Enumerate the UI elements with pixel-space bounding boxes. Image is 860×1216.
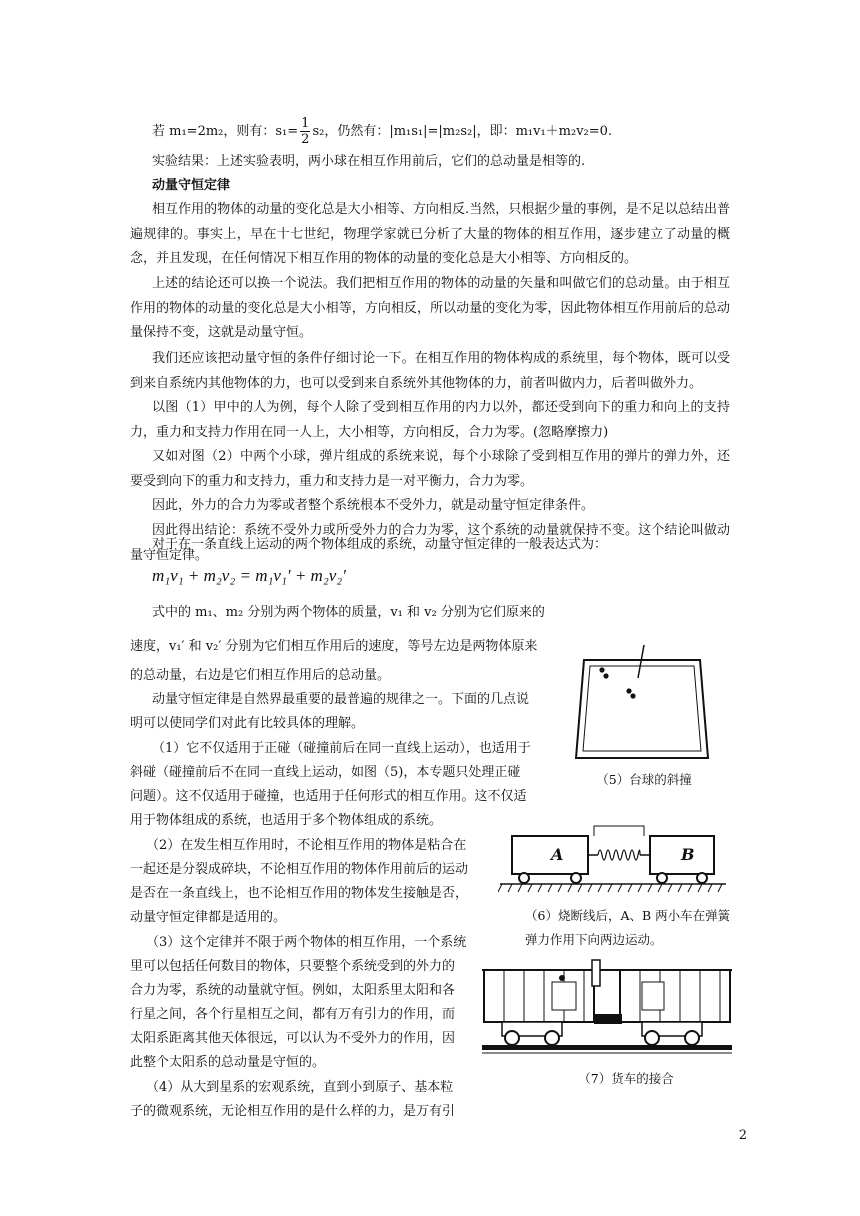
formula-desc-line-3: 的总动量，右边是它们相互作用后的总动量。 xyxy=(130,668,391,683)
point-2-line-1: （2）在发生相互作用时，不论相互作用的物体是粘合在 xyxy=(146,838,467,853)
carts-spring-figure xyxy=(498,820,730,896)
paragraph-2: 上述的结论还可以换一个说法。我们把相互作用的物体的动量的矢量和叫做它们的总动量。由于相互作用的物体的动量的变化总是大小相等，方向相反，所以动量的变化为零，因此物体相互作用前后的总动量保持不变，这就是动量守恒。 xyxy=(130,276,730,340)
paragraph-7: 因此得出结论：系统不受外力或所受外力的合力为零，这个系统的动量就保持不变。这个结论叫做动量守恒定律。 xyxy=(130,523,730,563)
formula-desc-line-1: 式中的 m₁、m₂ 分别为两个物体的质量，v₁ 和 v₂ 分别为它们原来的 xyxy=(152,605,545,620)
paragraph-6: 因此，外力的合力为零或者整个系统根本不受外力，就是动量守恒定律条件。 xyxy=(152,498,595,513)
point-2-line-3: 是否在一条直线上，也不论相互作用的物体发生接触是否， xyxy=(130,886,469,901)
paragraph-4: 以图（1）甲中的人为例，每个人除了受到相互作用的内力以外，都还受到向下的重力和向上的支持力，重力和支持力作用在同一人上，大小相等，方向相反，合力为零。(忽略摩擦力) xyxy=(130,400,730,440)
intro-line-2: 明可以使同学们对此有比较具体的理解。 xyxy=(130,716,365,731)
point-3-line-1: （3）这个定律并不限于两个物体的相互作用，一个系统 xyxy=(146,935,467,950)
section-heading: 动量守恒定律 xyxy=(152,178,231,193)
freight-cars-figure xyxy=(482,956,732,1056)
paragraph-8-line: 对于在一条直线上运动的两个物体组成的系统，动量守恒定律的一般表达式为： xyxy=(152,537,608,552)
momentum-conservation-formula: m₁v₁ + m₂v₂ = m₁v₁′ + m₂v₂′ xyxy=(152,566,346,585)
fig6-caption-line-2: 弹力作用下向两边运动。 xyxy=(525,932,663,947)
paragraph-1: 相互作用的物体的动量的变化总是大小相等、方向相反.当然，只根据少量的事例，是不足以总结出普遍规律的。事实上，早在十七世纪，物理学家就已分析了大量的物体的相互作用，逐步建立了动量的概念，并且发现，在任何情况下相互作用的物体的动量的变化总是大小相等、方向相反的。 xyxy=(130,202,730,266)
point-3-line-4: 行星之间，各个行星相互之间，都有万有引力的作用，而 xyxy=(130,1007,456,1022)
paragraph-3: 我们还应该把动量守恒的条件仔细讨论一下。在相互作用的物体构成的系统里，每个物体，既可以受到来自系统内其他物体的力，也可以受到来自系统外其他物体的力，前者叫做内力，后者叫做外力。 xyxy=(130,351,730,391)
point-1-line-1: （1）它不仅适用于正碰（碰撞前后在同一直线上运动），也适用于 xyxy=(152,741,531,756)
point-2-line-2: 一起还是分裂成碎块，不论相互作用的物体作用前后的运动 xyxy=(130,862,469,877)
point-1-line-3: 问题）。这不仅适用于碰撞，也适用于任何形式的相互作用。这不仅适 xyxy=(130,789,527,804)
point-1-line-2: 斜碰（碰撞前后不在同一直线上运动，如图（5)，本专题只处理正碰 xyxy=(130,765,521,780)
paragraph-5: 又如对图（2）中两个小球，弹片组成的系统来说，每个小球除了受到相互作用的弹片的弹力外，还要受到向下的重力和支持力，重力和支持力是一对平衡力，合力为零。 xyxy=(130,449,730,489)
experiment-result: 实验结果：上述实验表明，两小球在相互作用前后，它们的总动量是相等的. xyxy=(152,154,586,169)
fig6-caption-line-1: （6）烧断线后，A、B 两小车在弹簧 xyxy=(525,908,731,923)
point-1-line-4: 用于物体组成的系统，也适用于多个物体组成的系统。 xyxy=(130,813,443,828)
equation-part-a: 若 m₁=2m₂，则有：s₁= xyxy=(152,124,299,139)
point-4-line-2: 子的微观系统，无论相互作用的是什么样的力，是万有引 xyxy=(130,1104,456,1119)
equation-line-1 xyxy=(152,116,612,147)
fig6-label-b: B xyxy=(681,845,695,864)
equation-part-b: s₂，仍然有：|m₁s₁|=|m₂s₂|，即：m₁v₁＋m₂v₂=0. xyxy=(312,124,613,139)
point-3-line-5: 太阳系距离其他天体很远，可以认为不受外力的作用，因 xyxy=(130,1031,456,1046)
point-3-line-2: 里可以包括任何数目的物体，只要整个系统受到的外力的 xyxy=(130,959,456,974)
billiard-table-figure xyxy=(574,640,710,764)
formula-desc-line-2: 速度，v₁′ 和 v₂′ 分别为它们相互作用后的速度，等号左边是两物体原来 xyxy=(130,639,538,654)
intro-line-1: 动量守恒定律是自然界最重要的最普遍的规律之一。下面的几点说 xyxy=(152,692,530,707)
fig7-caption: （7）货车的接合 xyxy=(578,1071,674,1086)
point-3-line-3: 合力为零，系统的动量就守恒。例如，太阳系里太阳和各 xyxy=(130,983,456,998)
page-number: 2 xyxy=(738,1128,747,1143)
fig5-caption: （5）台球的斜撞 xyxy=(596,772,692,787)
point-2-line-4: 动量守恒定律都是适用的。 xyxy=(130,910,287,925)
point-3-line-6: 此整个太阳系的总动量是守恒的。 xyxy=(130,1055,326,1070)
fraction-one-half: $\frac{1}{2}$ xyxy=(301,116,310,147)
fig6-label-a: A xyxy=(551,845,564,864)
point-4-line-1: （4）从大到星系的宏观系统，直到小到原子、基本粒 xyxy=(146,1080,454,1095)
